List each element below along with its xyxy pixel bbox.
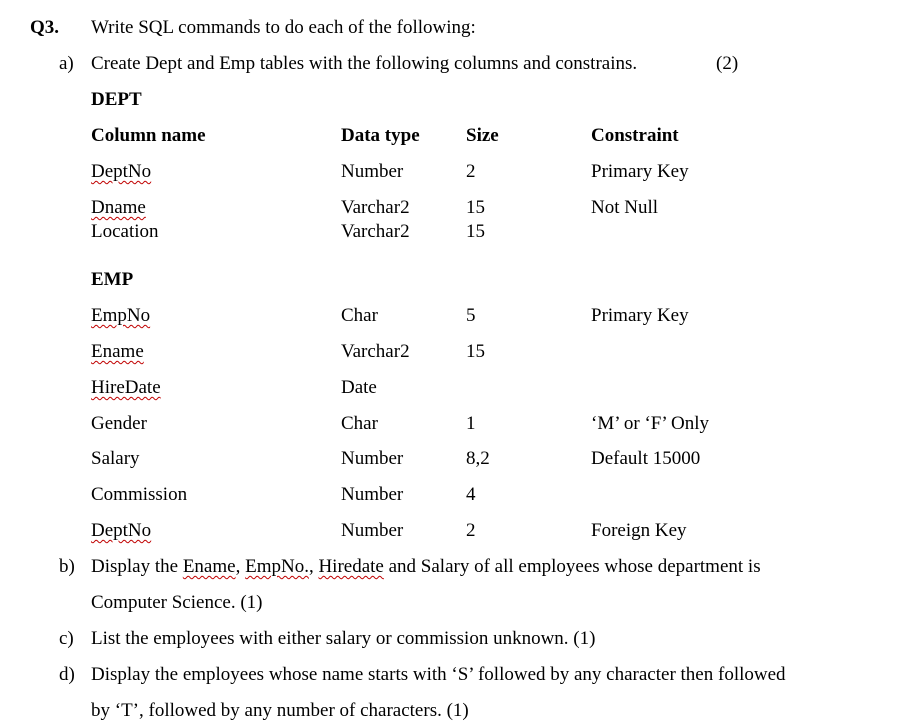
cell-data-type: Varchar2 — [341, 197, 410, 218]
cell-data-type: Varchar2 — [341, 341, 410, 362]
cell-size: 2 — [466, 161, 476, 182]
cell-column-name: EmpNo — [91, 305, 151, 326]
part-b-pre: Display the — [91, 556, 183, 577]
cell-constraint: Primary Key — [591, 305, 689, 326]
part-d-line1: Display the employees whose name starts with ‘S’ followed by any character then followed — [91, 664, 786, 685]
cell-constraint: Foreign Key — [591, 520, 687, 541]
header-column-name: Column name — [91, 125, 206, 146]
cell-constraint: ‘M’ or ‘F’ Only — [591, 413, 710, 434]
cell-data-type: Char — [341, 413, 378, 434]
cell-column-name: DeptNo — [91, 520, 152, 541]
cell-size: 1 — [466, 413, 476, 434]
header-size: Size — [466, 125, 499, 146]
header-data-type: Data type — [341, 125, 420, 146]
cell-size: 5 — [466, 305, 476, 326]
cell-size: 15 — [466, 341, 485, 362]
cell-data-type: Varchar2 — [341, 221, 410, 242]
cell-data-type: Number — [341, 520, 404, 541]
part-b-sep1: , — [235, 556, 246, 577]
cell-size: 15 — [466, 221, 485, 242]
emp-title: EMP — [91, 269, 134, 290]
cell-column-name: DeptNo — [91, 161, 152, 182]
dept-title: DEPT — [91, 89, 142, 110]
cell-column-name: Ename — [91, 341, 144, 362]
part-b-hiredate: Hiredate — [318, 556, 384, 577]
cell-column-name: Location — [91, 221, 159, 242]
cell-constraint: Default 15000 — [591, 448, 701, 469]
cell-data-type: Number — [341, 484, 404, 505]
question-title: Write SQL commands to do each of the following: — [91, 17, 476, 38]
part-d-letter: d) — [59, 664, 75, 685]
cell-size: 15 — [466, 197, 485, 218]
cell-data-type: Number — [341, 161, 404, 182]
question-number: Q3. — [30, 17, 60, 38]
header-constraint: Constraint — [591, 125, 679, 146]
cell-data-type: Number — [341, 448, 404, 469]
cell-column-name: HireDate — [91, 377, 161, 398]
cell-constraint: Not Null — [591, 197, 659, 218]
part-b-ename: Ename — [182, 556, 236, 577]
cell-column-name: Dname — [91, 197, 146, 218]
cell-constraint: Primary Key — [591, 161, 689, 182]
cell-column-name: Commission — [91, 484, 188, 505]
part-a-letter: a) — [59, 53, 74, 74]
part-a-marks: (2) — [716, 53, 739, 74]
part-c-letter: c) — [59, 628, 74, 649]
part-b-line2: Computer Science. (1) — [91, 592, 263, 613]
part-b-post: and Salary of all employees whose department is — [383, 556, 761, 577]
part-c-text: List the employees with either salary or commission unknown. (1) — [91, 628, 596, 649]
cell-size: 8,2 — [466, 448, 490, 469]
cell-column-name: Salary — [91, 448, 140, 469]
cell-data-type: Char — [341, 305, 378, 326]
cell-size: 2 — [466, 520, 476, 541]
cell-size: 4 — [466, 484, 476, 505]
part-b-letter: b) — [59, 556, 75, 577]
part-b-sep2: , — [308, 556, 319, 577]
part-d-line2: by ‘T’, followed by any number of characters. (1) — [91, 700, 469, 721]
cell-column-name: Gender — [91, 413, 147, 434]
cell-data-type: Date — [341, 377, 377, 398]
part-a-text: Create Dept and Emp tables with the following columns and constrains. — [91, 53, 638, 74]
part-b-empno: EmpNo. — [245, 556, 309, 577]
part-b-line1 — [91, 556, 761, 578]
